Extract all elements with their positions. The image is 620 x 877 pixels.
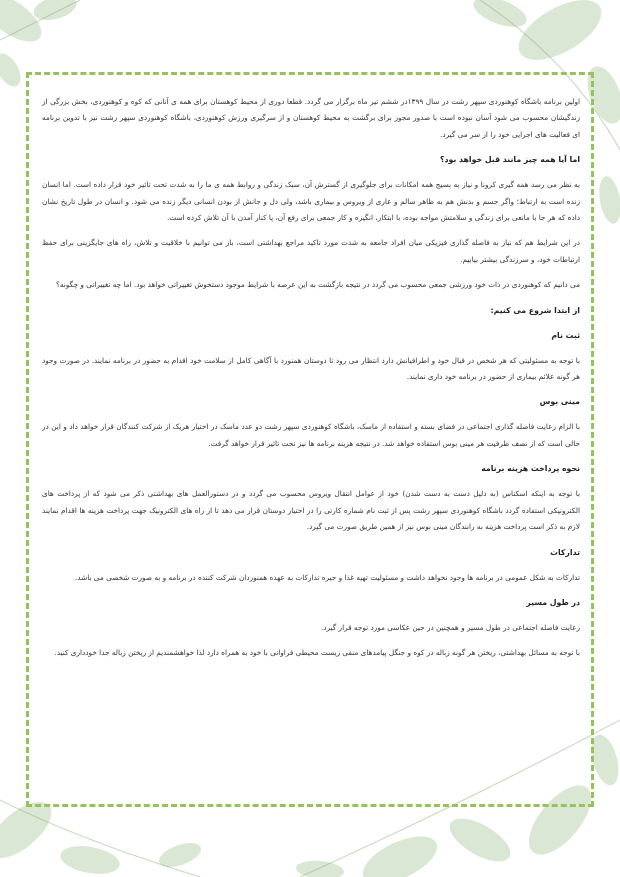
paragraph: رعایت فاصله اجتماعی در طول مسیر و همچنین در حین عکاسی مورد توجه قرار گیرد. <box>320 622 580 632</box>
leaf-icon <box>356 827 444 877</box>
leaf-icon <box>509 0 611 72</box>
leaf-icon <box>0 49 26 90</box>
leaf-icon <box>156 838 204 872</box>
paragraph: با توجه به اینکه اسکناس (به دلیل دست به دست شدن) خود از عوامل انتقال ویروس محسوب می گردد و در دستورالعمل های بهداشتی ذکر می شود که از پرداخت های الکترونیکی استفاده گردد باشگاه کوهنوردی سپهر رشت پس از ثبت نام شماره کارتی را در اختیار دوستان قرار می دهد تا از راه های الکترونیک جهت پرداخت هزینه ها اقدام نمایند لازم به ذکر است پرداخت هزینه به رانندگان مینی بوس نیز از همین طریق صورت می گیرد. <box>42 489 580 532</box>
paragraph: با توجه به مسئولیتی که هر شخص در قبال خود و اطرافیانش دارد انتظار می رود تا دوستان همنورد با آگاهی کامل از سلامت خود اقدام به حضور در برنامه نمایند. در صورت وجود هر گونه علائم بیماری از حضور در برنامه خود داری نمایند. <box>42 355 580 382</box>
intro-paragraph: اولین برنامه باشگاه کوهنوردی سپهر رشت در سال ۱۳۹۹در ششم تیر ماه برگزار می گردد. قطعا دوری از محیط کوهستان برای همه ی آنانی که کوه و کوهنوردی، بخش بزرگی از زندگیشان محسوب می شود آسان نبوده است با صدور مجوز برای برگشت به محیط کوهستان و از سرگیری ورزش کوهنوردی، باشگاه کوهنوردی سپهر رشت نیز با تدوین برنامه ای فعالیت های اجرایی خود را از سر می گیرد. <box>42 97 580 139</box>
heading-supplies: تدارکات <box>550 547 580 557</box>
heading-registration: ثبت نام <box>551 330 580 340</box>
paragraph: با الزام رعایت فاصله گذاری اجتماعی در فضای بسته و استفاده از ماسک، باشگاه کوهنوردی سپهر رشت دو عدد ماسک در اختیار هریک از شرکت کنندگان قرار خواهد داد و این در حالی است که از نصف ظرفیت هر مینی بوس استفاده خواهد شد. در نتیجه هزینه برنامه ها نیز تحت تاثیر قرار خواهد گرفت. <box>42 422 580 448</box>
heading-minibus: مینی بوس <box>539 397 580 407</box>
paragraph: تدارکات به شکل عمومی در برنامه ها وجود نخواهد داشت و مسئولیت تهیه غذا و جیره تدارکات به عهده همنوردان شرکت کننده در برنامه و به صورت شخصی می باشد. <box>74 572 580 582</box>
heading-payment: نحوه پرداخت هزینه برنامه <box>481 464 580 474</box>
heading-start: از ابتدا شروع می کنیم: <box>490 305 580 315</box>
heading-on-route: در طول مسیر <box>526 597 580 607</box>
document-body <box>42 94 580 671</box>
paragraph: به نظر می رسد همه گیری کرونا و نیاز به بسیج همه امکانات برای جلوگیری از گسترش آن، سبک زندگی و روابط همه ی ما را به شدت تحت تاثیر خود قرار داده است. اما انسان زنده است به ارتباط؛ واگر جسم و بدنش هم به ظاهر سالم و عاری از ویروس و بیماری باشد، ولی دل و جانش از بودن انسانی دیگر زنده می شود. و انسان در طول تاریخ نشان داده که هر جا با مانعی برای زندگی و سلامتش مواجه بوده، با ابتکار، انگیزه و کار جمعی برای رفع آن، پا کنار آمدن با آن تلاش کرده است. <box>42 180 580 223</box>
paragraph: در این شرایط هم که نیاز به فاصله گذاری فیزیکی میان افراد جامعه به شدت مورد تاکید مراجع بهداشتی است، باز می توانیم با خلاقیت و تلاش، راه های جایگزینی برای حفظ ارتباطات خود، و سرزندگی بیشتر بیابیم. <box>42 238 580 264</box>
leaf-icon <box>596 175 620 226</box>
paragraph: با توجه به مسائل بهداشتی، ریختن هر گونه زباله در کوه و جنگل پیامدهای منفی زیست محیطی فراوانی با خود به همراه دارد لذا خواهشمندیم از ریختن زباله جدا خودداری کنید. <box>54 648 580 658</box>
paragraph: می دانیم که کوهنوردی در ذات خود ورزشی جمعی محسوب می گردد در نتیجه بازگشت به این عرصه با شرایط موجود دستخوش تغییراتی خواهد بود. اما چه تغییراتی و چگونه؟ <box>55 280 580 290</box>
leaf-icon <box>443 810 517 870</box>
heading-question: اما آیا همه چیز مانند قبل خواهد بود؟ <box>439 155 580 165</box>
leaf-icon <box>470 0 531 33</box>
